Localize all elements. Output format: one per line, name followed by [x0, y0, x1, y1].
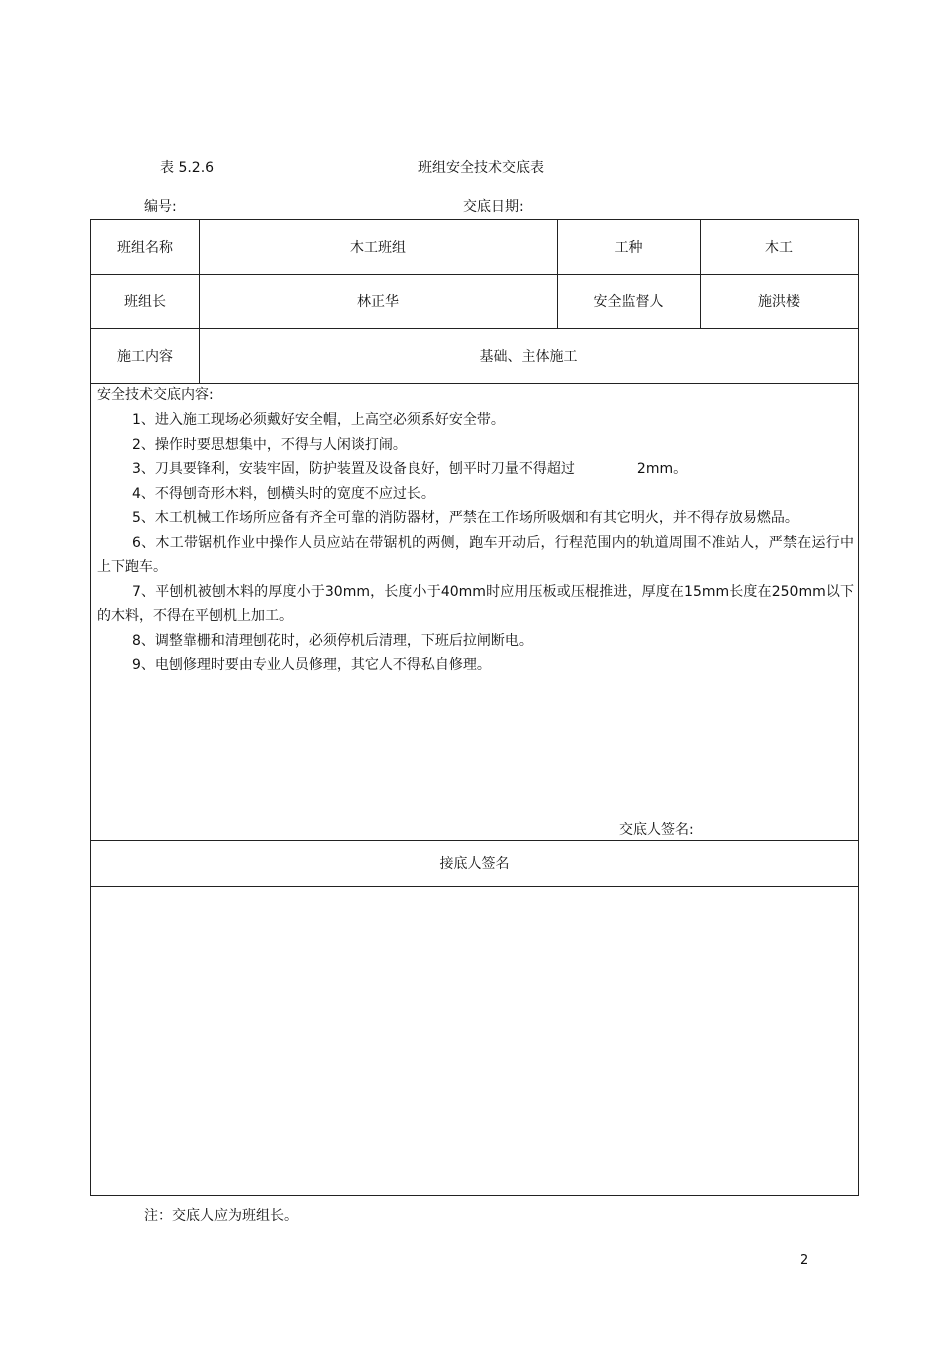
- footnote: 注：交底人应为班组长。: [144, 1208, 298, 1224]
- list-item: 9、电刨修理时要由专业人员修理，其它人不得私自修理。: [132, 657, 491, 673]
- list-item: 6、木工带锯机作业中操作人员应站在带锯机的两侧，跑车开动后，行程范围内的轨道周围不准站人，严禁在运行中上下跑车。: [97, 534, 854, 575]
- briefing-items: [97, 408, 854, 678]
- issuer-signature-label: 交底人签名:: [619, 822, 694, 838]
- list-item: 4、不得刨奇形木料，刨横头时的宽度不应过长。: [132, 485, 435, 502]
- safety-supervisor-value: 施洪楼: [758, 294, 800, 310]
- briefing-content-heading: 安全技术交底内容:: [97, 387, 214, 403]
- document-title: 班组安全技术交底表: [418, 160, 544, 176]
- item-text-value: 2mm。: [636, 461, 688, 477]
- list-item: 2、操作时要思想集中，不得与人闲谈打闹。: [132, 436, 407, 453]
- list-item: 8、调整靠栅和清理刨花时，必须停机后清理，下班后拉闸断电。: [132, 632, 533, 649]
- list-item: 5、木工机械工作场所应备有齐全可靠的消防器材，严禁在工作场所吸烟和有其它明火，并不得存放易燃品。: [132, 510, 799, 526]
- receiver-signature-label: 接底人签名: [439, 856, 510, 872]
- list-item: 1、进入施工现场必须戴好安全帽，上高空必须系好安全带。: [132, 412, 505, 428]
- safety-supervisor-label: 安全监督人: [593, 294, 664, 310]
- team-name-label: 班组名称: [117, 240, 173, 256]
- handover-date-label: 交底日期:: [463, 199, 524, 215]
- serial-number-label: 编号:: [144, 199, 177, 215]
- trade-label: 工种: [614, 240, 643, 256]
- page-number: 2: [800, 1253, 809, 1268]
- list-item: 7、平刨机被刨木料的厚度小于30mm，长度小于40mm时应用压板或压棍推进，厚度在15mm长度在250mm以下的木料，不得在平刨机上加工。: [97, 583, 854, 624]
- work-content-label: 施工内容: [117, 348, 173, 365]
- receiver-signature-area[interactable]: [91, 887, 858, 1195]
- table-number: 表 5.2.6: [160, 160, 215, 176]
- safety-briefing-form: [90, 219, 859, 1196]
- item-text: 3、刀具要锋利，安装牢固，防护装置及设备良好，刨平时刀量不得超过: [132, 461, 575, 477]
- team-name-value: 木工班组: [350, 240, 406, 256]
- team-leader-label: 班组长: [124, 294, 166, 310]
- trade-value: 木工: [765, 240, 793, 256]
- work-content-value: 基础、主体施工: [479, 348, 578, 365]
- team-leader-value: 林正华: [357, 294, 399, 310]
- list-item: [97, 457, 854, 482]
